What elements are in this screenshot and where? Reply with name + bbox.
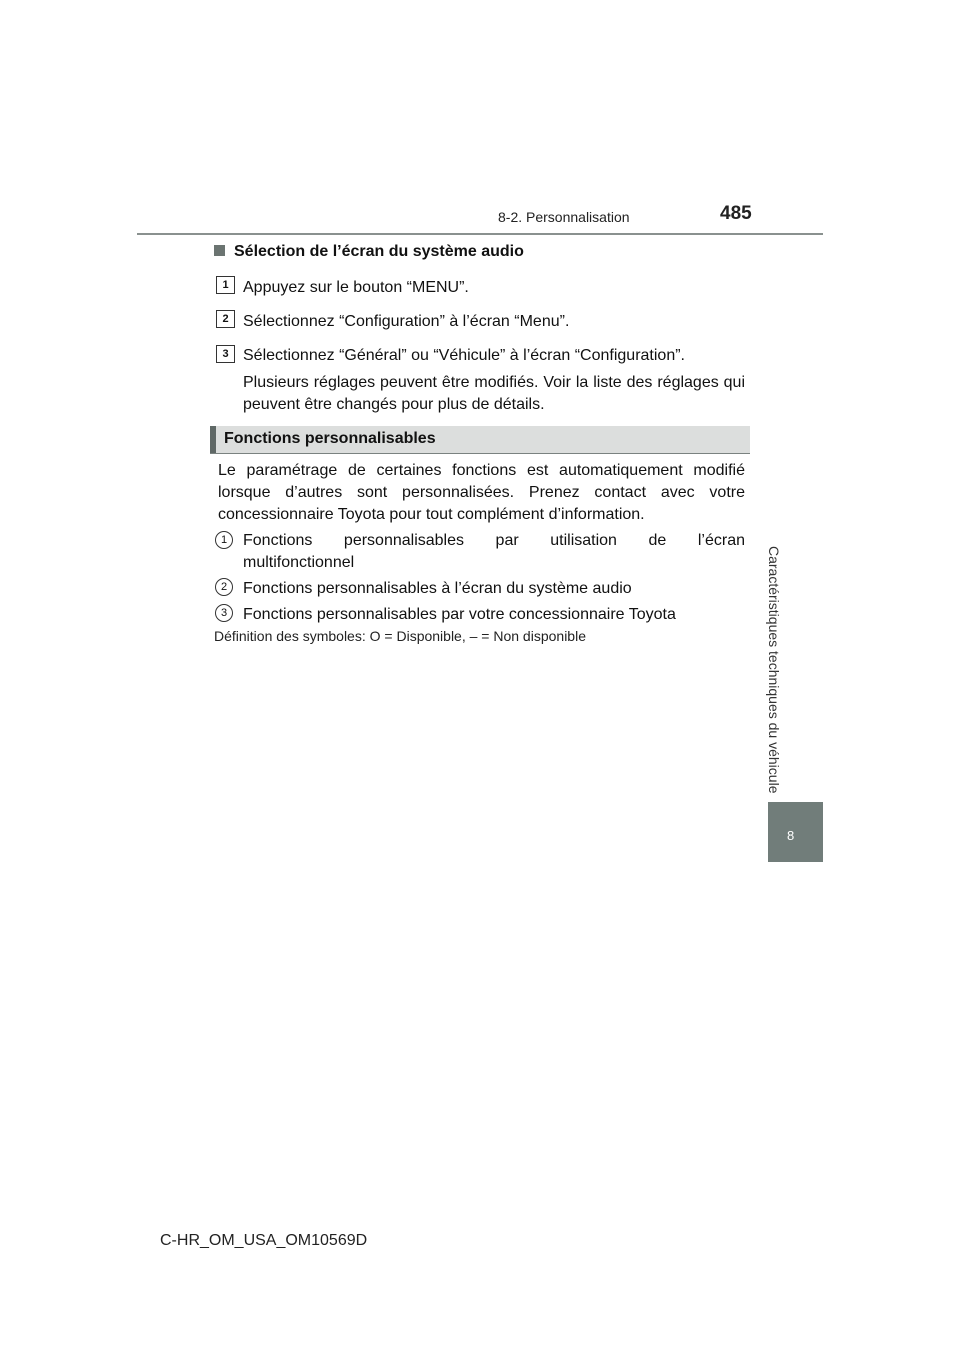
step-number-box: 1 <box>216 276 235 294</box>
legend-number-circle: 2 <box>215 578 233 596</box>
chapter-number: 8 <box>787 828 795 843</box>
step-text: Sélectionnez “Général” ou “Véhicule” à l’écran “Configuration”. <box>243 347 685 364</box>
section-heading-underline <box>210 453 750 454</box>
section-intro: Le paramétrage de certaines fonctions est automatiquement modifié lorsque d’autres sont personnalisées. Prenez contact avec votre concessionnaire Toyota pour tout complément d’information. <box>218 462 745 523</box>
step-note: Plusieurs réglages peuvent être modifiés. Voir la liste des réglages qui peuvent être changés pour plus de détails. <box>243 374 745 413</box>
subsection-title: Sélection de l’écran du système audio <box>234 243 524 260</box>
legend-number-circle: 1 <box>215 531 233 549</box>
header-divider <box>137 233 823 235</box>
square-bullet-icon <box>214 245 225 256</box>
document-code: C-HR_OM_USA_OM10569D <box>160 1232 368 1249</box>
chapter-title-vertical: Caractéristiques techniques du véhicule <box>766 546 782 794</box>
step-text: Sélectionnez “Configuration” à l’écran “Menu”. <box>243 313 570 330</box>
symbols-definition: Définition des symboles: O = Disponible, – = Non disponible <box>214 628 586 644</box>
legend-number-circle: 3 <box>215 604 233 622</box>
chapter-tab <box>768 802 823 862</box>
section-heading-bar <box>210 426 750 453</box>
legend-item: Fonctions personnalisables à l’écran du système audio <box>243 580 632 597</box>
section-title: Fonctions personnalisables <box>224 430 436 447</box>
section-heading-stripe <box>210 426 216 453</box>
legend-item: Fonctions personnalisables par utilisation de l’écran multifonctionnel <box>243 532 745 571</box>
page-number: 485 <box>720 203 752 224</box>
step-text: Appuyez sur le bouton “MENU”. <box>243 279 469 296</box>
running-header-section: 8-2. Personnalisation <box>498 209 630 225</box>
legend-item: Fonctions personnalisables par votre concessionnaire Toyota <box>243 606 676 623</box>
step-number-box: 2 <box>216 310 235 328</box>
subsection-heading <box>214 243 524 261</box>
step-number-box: 3 <box>216 345 235 363</box>
